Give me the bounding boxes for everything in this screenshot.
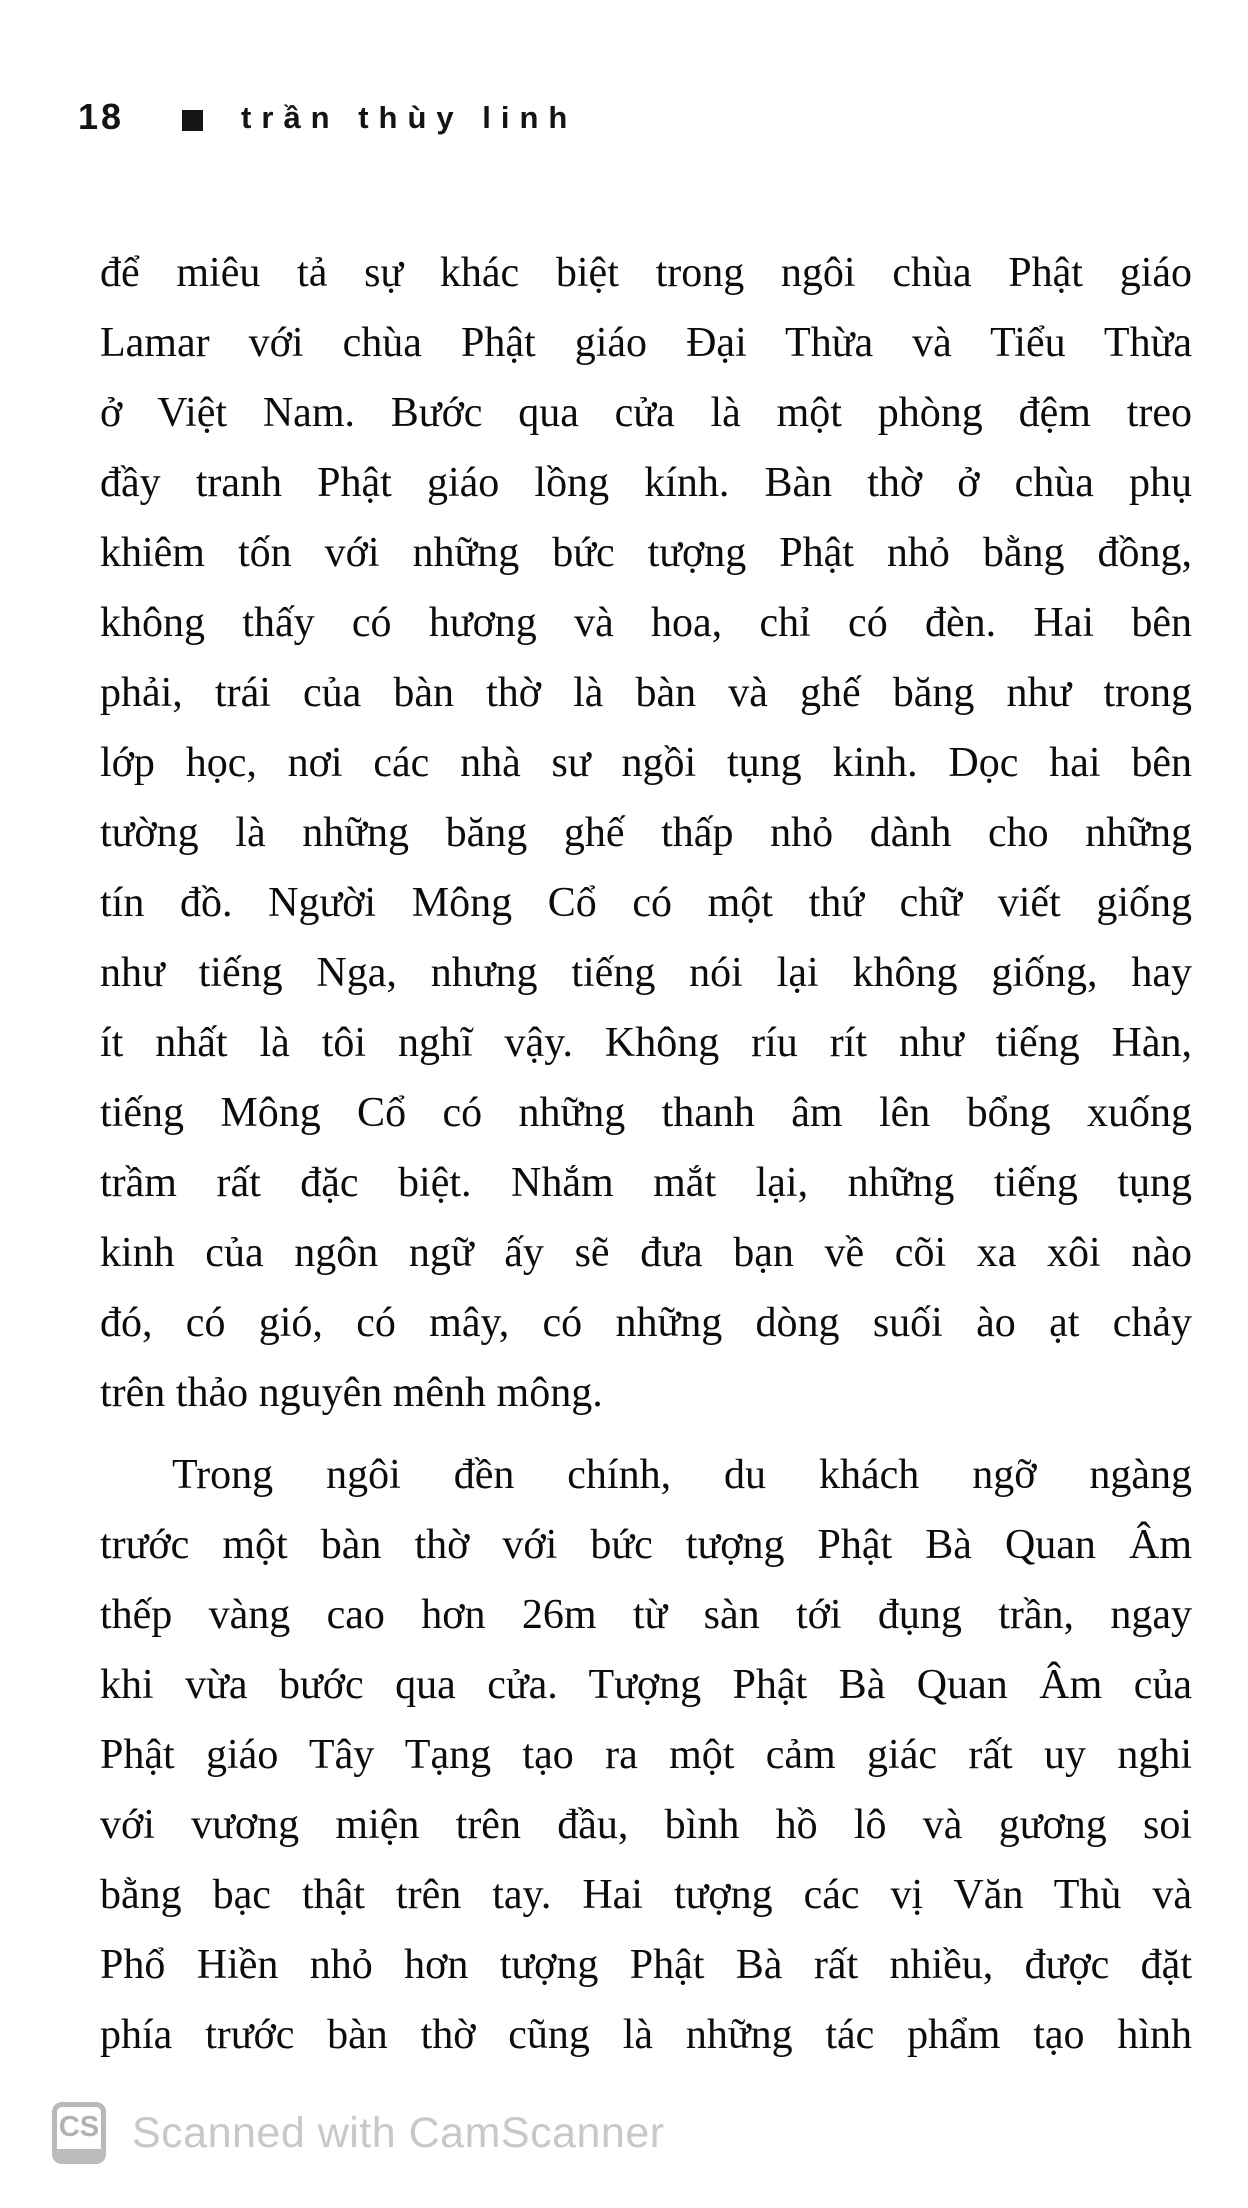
body-text	[100, 238, 1192, 2070]
text-line: để miêu tả sự khác biệt trong ngôi chùa Phật giáo	[100, 250, 1192, 296]
camscanner-logo-icon	[52, 2102, 106, 2164]
text-line: đầy tranh Phật giáo lồng kính. Bàn thờ ở chùa phụ	[100, 460, 1192, 506]
text-line: trầm rất đặc biệt. Nhắm mắt lại, những tiếng tụng	[100, 1160, 1192, 1206]
camscanner-label: Scanned with CamScanner	[132, 2108, 665, 2157]
text-line: phải, trái của bàn thờ là bàn và ghế băng như trong	[100, 670, 1192, 716]
text-line: tín đồ. Người Mông Cổ có một thứ chữ viết giống	[100, 880, 1192, 926]
text-line: bằng bạc thật trên tay. Hai tượng các vị Văn Thù và	[100, 1872, 1192, 1918]
text-line: lớp học, nơi các nhà sư ngồi tụng kinh. Dọc hai bên	[100, 740, 1192, 786]
text-line: trước một bàn thờ với bức tượng Phật Bà Quan Âm	[100, 1522, 1192, 1568]
paragraph-2	[100, 1440, 1192, 2070]
text-line: Phật giáo Tây Tạng tạo ra một cảm giác rất uy nghi	[100, 1732, 1192, 1778]
running-header	[78, 96, 577, 138]
page-number: 18	[78, 96, 125, 137]
text-line: khiêm tốn với những bức tượng Phật nhỏ bằng đồng,	[100, 530, 1192, 576]
camscanner-logo-initials: CS	[58, 2110, 100, 2143]
text-line: Lamar với chùa Phật giáo Đại Thừa và Tiểu Thừa	[100, 320, 1192, 366]
text-line: như tiếng Nga, nhưng tiếng nói lại không giống, hay	[100, 950, 1192, 996]
author-name: trần thùy linh	[241, 100, 578, 135]
text-line: không thấy có hương và hoa, chỉ có đèn. Hai bên	[100, 600, 1192, 646]
text-line: trên thảo nguyên mênh mông.	[100, 1370, 603, 1416]
text-line: Trong ngôi đền chính, du khách ngỡ ngàng	[172, 1452, 1192, 1498]
text-line: kinh của ngôn ngữ ấy sẽ đưa bạn về cõi xa xôi nào	[100, 1230, 1192, 1276]
text-line: tường là những băng ghế thấp nhỏ dành cho những	[100, 810, 1192, 856]
paragraph-1	[100, 238, 1192, 1428]
square-bullet-icon	[182, 110, 203, 131]
text-line: phía trước bàn thờ cũng là những tác phẩm tạo hình	[100, 2012, 1192, 2058]
text-line: với vương miện trên đầu, bình hồ lô và gương soi	[100, 1802, 1192, 1848]
text-line: đó, có gió, có mây, có những dòng suối ào ạt chảy	[100, 1300, 1192, 1346]
camscanner-watermark	[52, 2102, 665, 2164]
text-line: khi vừa bước qua cửa. Tượng Phật Bà Quan Âm của	[100, 1662, 1192, 1708]
text-line: tiếng Mông Cổ có những thanh âm lên bổng xuống	[100, 1090, 1192, 1136]
camscanner-logo-strip	[52, 2149, 106, 2164]
text-line: thếp vàng cao hơn 26m từ sàn tới đụng trần, ngay	[100, 1592, 1192, 1638]
text-line: ít nhất là tôi nghĩ vậy. Không ríu rít như tiếng Hàn,	[100, 1020, 1192, 1066]
text-line: Phổ Hiền nhỏ hơn tượng Phật Bà rất nhiều, được đặt	[100, 1942, 1192, 1988]
text-line: ở Việt Nam. Bước qua cửa là một phòng đệm treo	[100, 390, 1192, 436]
